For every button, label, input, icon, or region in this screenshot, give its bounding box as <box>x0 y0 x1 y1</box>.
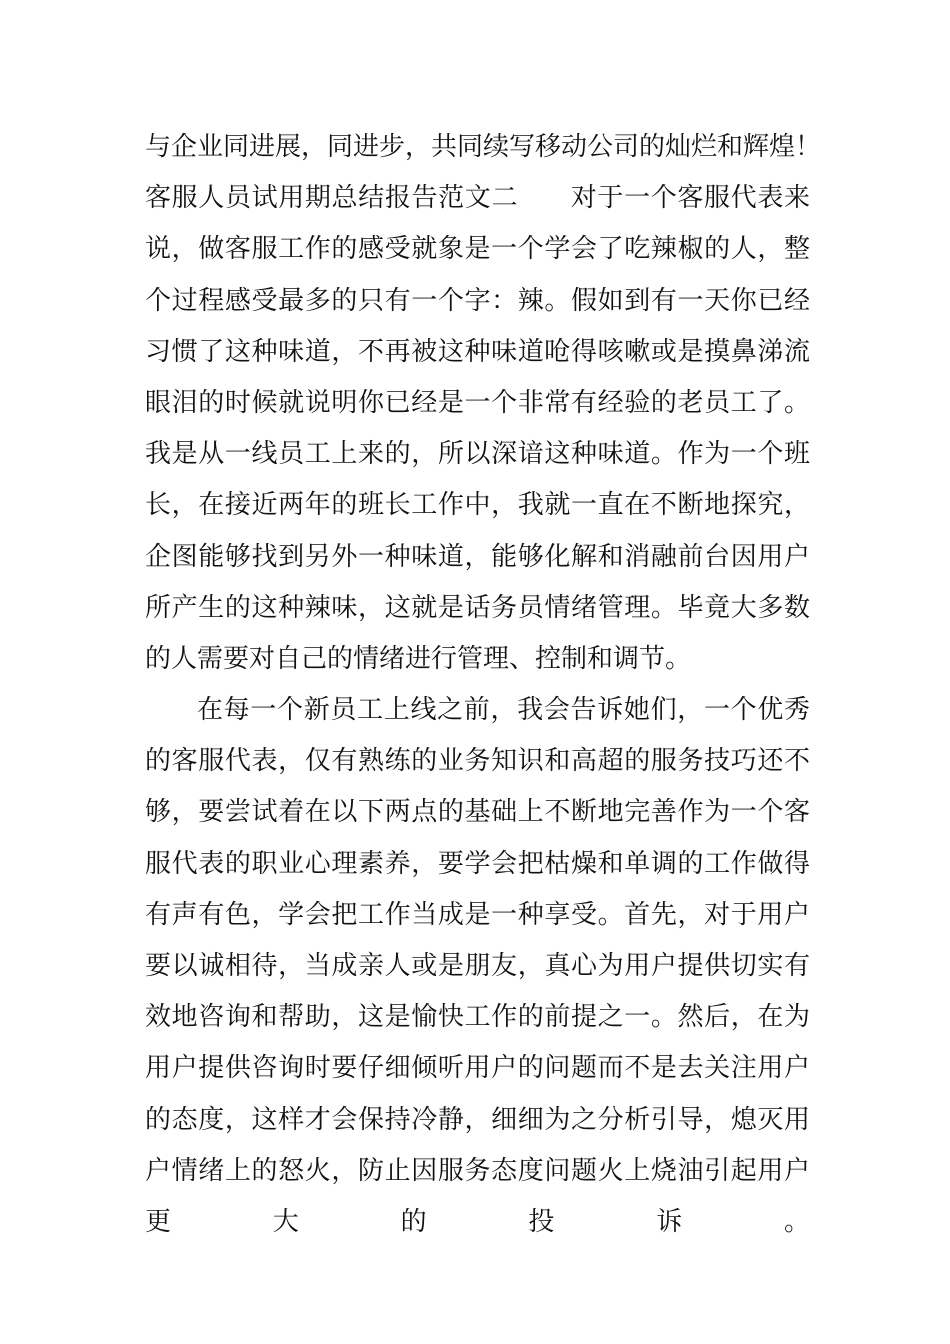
text-line: 的人需要对自己的情绪进行管理、控制和调节。 <box>145 643 692 674</box>
text-line: 我是从一线员工上来的，所以深谙这种味道。作为一个班 <box>145 439 810 470</box>
text-line: 效地咨询和帮助，这是愉快工作的前提之一。然后，在为 <box>145 1002 810 1033</box>
text-line: 长，在接近两年的班长工作中，我就一直在不断地探究， <box>145 490 810 521</box>
text-line: 眼泪的时候就说明你已经是一个非常有经验的老员工了。 <box>145 387 810 418</box>
text-line: 企图能够找到另外一种味道，能够化解和消融前台因用户 <box>145 541 810 572</box>
text-line: 与企业同进展，同进步，共同续写移动公司的灿烂和辉煌！ <box>145 132 822 162</box>
paragraph-start: 对于一个客服代表来 <box>570 183 810 214</box>
text-line: 习惯了这种味道，不再被这种味道呛得咳嗽或是摸鼻涕流 <box>145 336 810 367</box>
text-line: 要以诚相待，当成亲人或是朋友，真心为用户提供切实有 <box>145 951 810 981</box>
text-line: 个过程感受最多的只有一个字：辣。假如到有一天你已经 <box>145 285 810 316</box>
text-line: 的态度，这样才会保持冷静，细细为之分析引导，熄灭用 <box>145 1104 810 1135</box>
text-line: 服代表的职业心理素养，要学会把枯燥和单调的工作做得 <box>145 848 810 879</box>
text-line: 说，做客服工作的感受就象是一个学会了吃辣椒的人，整 <box>145 234 810 265</box>
document-body <box>145 122 822 1299</box>
text-line: 所产生的这种辣味，这就是话务员情绪管理。毕竟大多数 <box>145 592 810 623</box>
text-line: 更大的投诉。 <box>145 1206 810 1237</box>
text-line: 用户提供咨询时要仔细倾听用户的问题而不是去关注用户 <box>145 1053 810 1084</box>
text-line-heading <box>145 173 810 224</box>
text-line: 够，要尝试着在以下两点的基础上不断地完善作为一个客 <box>145 797 810 828</box>
report-title: 客服人员试用期总结报告范文二 <box>145 183 519 214</box>
text-line: 在每一个新员工上线之前，我会告诉她们，一个优秀 <box>197 695 810 726</box>
text-line: 户情绪上的怒火，防止因服务态度问题火上烧油引起用户 <box>145 1155 810 1186</box>
text-line: 的客服代表，仅有熟练的业务知识和高超的服务技巧还不 <box>145 746 810 777</box>
text-line <box>145 1248 810 1299</box>
text-line: 有声有色，学会把工作当成是一种享受。首先，对于用户 <box>145 899 810 930</box>
